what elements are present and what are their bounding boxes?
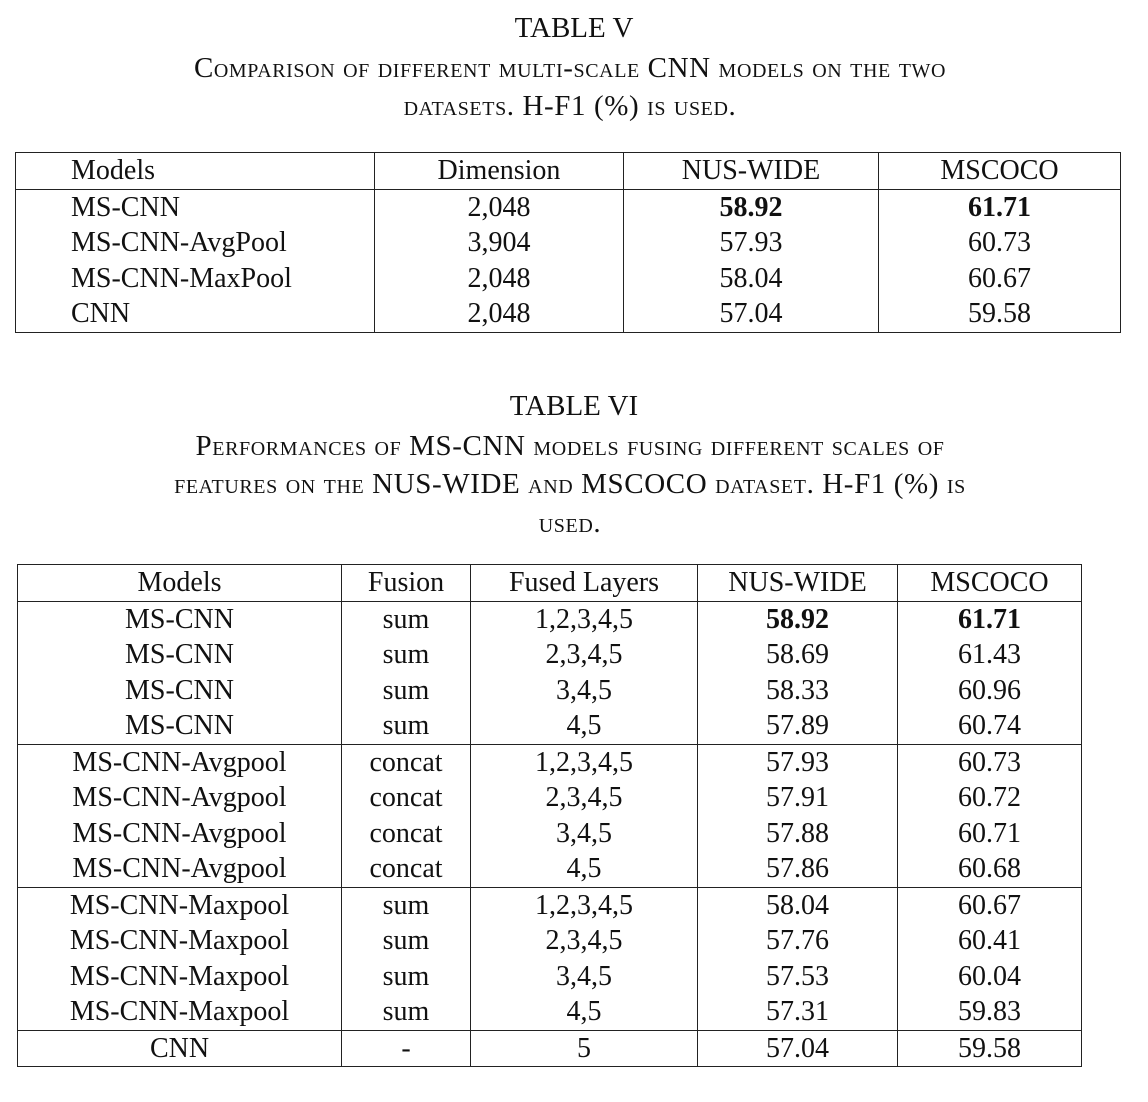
table-cell: 3,4,5	[471, 673, 698, 709]
table-cell: 60.96	[898, 673, 1082, 709]
table-cell: sum	[342, 959, 471, 995]
table-header-row	[18, 565, 1082, 602]
table-row	[18, 1030, 1082, 1067]
table-cell: 1,2,3,4,5	[471, 601, 698, 637]
table-cell: MS-CNN-AvgPool	[16, 225, 375, 261]
column-header: Dimension	[375, 153, 624, 190]
table-cell: 1,2,3,4,5	[471, 744, 698, 780]
table-cell: 4,5	[471, 708, 698, 744]
table-cell: MS-CNN-Avgpool	[18, 816, 342, 852]
table6-caption-line1: Performances of MS-CNN models fusing different scales of	[195, 430, 945, 462]
table-cell: MS-CNN	[18, 601, 342, 637]
table-cell: 58.04	[698, 887, 898, 923]
table-cell: 60.71	[898, 816, 1082, 852]
table-header-row	[16, 153, 1121, 190]
table-cell: sum	[342, 923, 471, 959]
table-row	[18, 994, 1082, 1030]
column-header: Fusion	[342, 565, 471, 602]
table-cell: 57.88	[698, 816, 898, 852]
table-cell: 60.41	[898, 923, 1082, 959]
table-cell: 59.58	[879, 296, 1121, 332]
table-cell: 1,2,3,4,5	[471, 887, 698, 923]
table-cell: 57.91	[698, 780, 898, 816]
table-cell: concat	[342, 744, 471, 780]
table-cell: concat	[342, 816, 471, 852]
table-cell: 5	[471, 1030, 698, 1067]
table-cell: sum	[342, 887, 471, 923]
table-cell: 58.04	[624, 261, 879, 297]
table-cell: 60.73	[898, 744, 1082, 780]
column-header: MSCOCO	[879, 153, 1121, 190]
table5	[15, 152, 1121, 333]
table-row	[18, 851, 1082, 887]
table-cell: sum	[342, 994, 471, 1030]
table-row	[18, 744, 1082, 780]
table-cell: 61.71	[879, 189, 1121, 225]
table-cell: 60.74	[898, 708, 1082, 744]
table-row	[18, 887, 1082, 923]
table-cell: 61.43	[898, 637, 1082, 673]
table-cell: 59.58	[898, 1030, 1082, 1067]
table-row	[18, 601, 1082, 637]
table-cell: CNN	[18, 1030, 342, 1067]
table-cell: 60.68	[898, 851, 1082, 887]
table-cell: sum	[342, 637, 471, 673]
column-header: Models	[16, 153, 375, 190]
table-row	[18, 637, 1082, 673]
table-cell: MS-CNN	[18, 637, 342, 673]
table-cell: 58.92	[698, 601, 898, 637]
table-cell: 3,4,5	[471, 816, 698, 852]
column-header: Fused Layers	[471, 565, 698, 602]
table-cell: 58.69	[698, 637, 898, 673]
table-row	[18, 673, 1082, 709]
table-row	[16, 225, 1121, 261]
table-cell: MS-CNN-Avgpool	[18, 851, 342, 887]
table-cell: 58.33	[698, 673, 898, 709]
table-row	[18, 780, 1082, 816]
table-cell: concat	[342, 851, 471, 887]
table6	[17, 564, 1082, 1067]
table-cell: MS-CNN-Avgpool	[18, 780, 342, 816]
table-cell: MS-CNN-Maxpool	[18, 887, 342, 923]
table-cell: sum	[342, 673, 471, 709]
table5-caption-line2: datasets. H-F1 (%) is used.	[403, 90, 737, 122]
table-cell: 2,3,4,5	[471, 637, 698, 673]
table-row	[18, 816, 1082, 852]
table-cell: 60.67	[898, 887, 1082, 923]
table-cell: sum	[342, 708, 471, 744]
table-cell: MS-CNN	[18, 708, 342, 744]
column-header: NUS-WIDE	[624, 153, 879, 190]
table-cell: 57.04	[624, 296, 879, 332]
table-cell: 57.04	[698, 1030, 898, 1067]
table-cell: MS-CNN-Maxpool	[18, 994, 342, 1030]
column-header: Models	[18, 565, 342, 602]
table-cell: 57.76	[698, 923, 898, 959]
table-cell: 4,5	[471, 994, 698, 1030]
table-cell: MS-CNN	[16, 189, 375, 225]
table-cell: 60.67	[879, 261, 1121, 297]
table-cell: 2,3,4,5	[471, 780, 698, 816]
table-cell: -	[342, 1030, 471, 1067]
table-cell: 61.71	[898, 601, 1082, 637]
table-cell: 60.04	[898, 959, 1082, 995]
table-cell: 57.31	[698, 994, 898, 1030]
table-row	[18, 708, 1082, 744]
table-cell: 57.93	[624, 225, 879, 261]
table-cell: 57.53	[698, 959, 898, 995]
table-cell: sum	[342, 601, 471, 637]
table-cell: 2,3,4,5	[471, 923, 698, 959]
table-row	[16, 189, 1121, 225]
table-cell: 59.83	[898, 994, 1082, 1030]
table-cell: 3,904	[375, 225, 624, 261]
column-header: NUS-WIDE	[698, 565, 898, 602]
table-cell: 60.72	[898, 780, 1082, 816]
table-cell: 3,4,5	[471, 959, 698, 995]
table-row	[16, 261, 1121, 297]
table-row	[18, 923, 1082, 959]
table-cell: concat	[342, 780, 471, 816]
table-cell: CNN	[16, 296, 375, 332]
table-cell: 57.93	[698, 744, 898, 780]
table6-title: TABLE VI	[509, 390, 639, 422]
table5-title: TABLE V	[514, 12, 634, 44]
column-header: MSCOCO	[898, 565, 1082, 602]
table-cell: MS-CNN-Maxpool	[18, 923, 342, 959]
table-cell: MS-CNN-Maxpool	[18, 959, 342, 995]
table6-caption-line3: used.	[538, 507, 602, 539]
table-cell: 58.92	[624, 189, 879, 225]
table5-caption-line1: Comparison of different multi-scale CNN models on the two	[193, 52, 947, 84]
table-cell: 57.86	[698, 851, 898, 887]
table-row	[16, 296, 1121, 332]
table-cell: MS-CNN-MaxPool	[16, 261, 375, 297]
table-cell: 2,048	[375, 296, 624, 332]
table-cell: 60.73	[879, 225, 1121, 261]
table6-caption-line2: features on the NUS-WIDE and MSCOCO dataset. H-F1 (%) is	[174, 468, 966, 500]
table-cell: 4,5	[471, 851, 698, 887]
table-cell: 2,048	[375, 261, 624, 297]
table-row	[18, 959, 1082, 995]
table-cell: 57.89	[698, 708, 898, 744]
table-cell: 2,048	[375, 189, 624, 225]
table-cell: MS-CNN	[18, 673, 342, 709]
table-cell: MS-CNN-Avgpool	[18, 744, 342, 780]
